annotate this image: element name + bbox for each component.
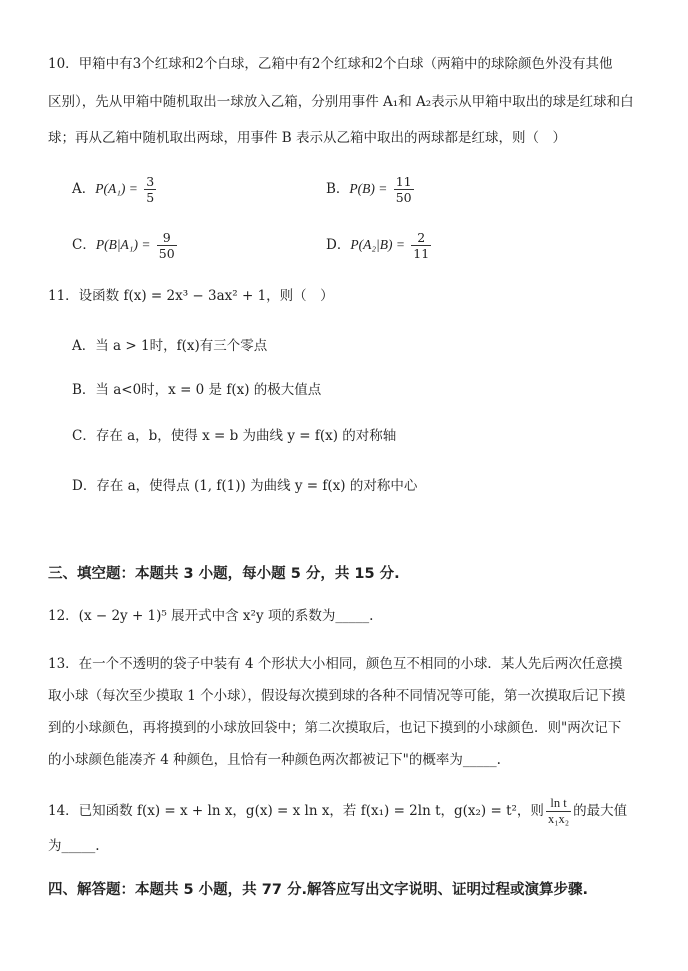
section-4-heading: 四、解答题：本题共 5 小题，共 77 分.解答应写出文字说明、证明过程或演算步骤. <box>48 882 588 898</box>
q10-option-c-fraction: $\frac{9}{50}$ <box>158 230 175 261</box>
q14-line-1: 14．已知函数 f(x) = x + ln x，g(x) = x ln x，若 f(x₁) = 2ln t，g(x₂) = t²，则 $\frac{\text{ln t}}{\text{x₁x₂}}$ 的最大值 <box>48 796 628 826</box>
q12-text: 12．(x − 2y + 1)⁵ 展开式中含 x²y 项的系数为_____. <box>48 608 374 624</box>
q10-option-b-fraction: $\frac{11}{50}$ <box>395 174 412 205</box>
q10-option-a: A．P(A₁) = $\frac{3}{5}$ <box>72 174 155 205</box>
q10-line-3: 球；再从乙箱中随机取出两球，用事件 B 表示从乙箱中取出的两球都是红球，则（ ） <box>48 130 567 146</box>
q10-option-b: B．P(B) = $\frac{11}{50}$ <box>326 174 412 205</box>
q10-option-a-fraction: $\frac{3}{5}$ <box>146 174 155 205</box>
q11-option-c: C．存在 a，b，使得 x = b 为曲线 y = f(x) 的对称轴 <box>72 428 397 444</box>
q14-fraction: $\frac{\text{ln t}}{\text{x₁x₂}}$ <box>547 796 570 826</box>
q13-line-2: 取小球（每次至少摸取 1 个小球），假设每次摸到球的各种不同情况等可能，第一次摸取后记下摸 <box>48 688 626 704</box>
q11-option-d: D．存在 a，使得点 (1, f(1)) 为曲线 y = f(x) 的对称中心 <box>72 478 418 494</box>
q10-option-c: C．P(B|A₁) = $\frac{9}{50}$ <box>72 230 175 261</box>
q13-line-4: 的小球颜色能凑齐 4 种颜色，且恰有一种颜色两次都被记下"的概率为_____. <box>48 752 501 768</box>
q10-option-d-fraction: $\frac{2}{11}$ <box>413 230 430 261</box>
q10-option-d: D．P(A₂|B) = $\frac{2}{11}$ <box>326 230 430 261</box>
q14-line-2: 为_____. <box>48 838 100 854</box>
q10-line-1: 10．甲箱中有3个红球和2个白球，乙箱中有2个红球和2个白球（两箱中的球除颜色外没有其他 <box>48 56 613 72</box>
q11-stem: 11．设函数 f(x) = 2x³ − 3ax² + 1，则（ ） <box>48 288 334 304</box>
q13-line-1: 13．在一个不透明的袋子中装有 4 个形状大小相同，颜色互不相同的小球．某人先后两次任意摸 <box>48 656 623 672</box>
q11-option-a: A．当 a > 1时，f(x)有三个零点 <box>72 338 268 354</box>
q11-option-b: B．当 a<0时，x = 0 是 f(x) 的极大值点 <box>72 382 322 398</box>
section-3-heading: 三、填空题：本题共 3 小题，每小题 5 分，共 15 分. <box>48 566 400 582</box>
q13-line-3: 到的小球颜色，再将摸到的小球放回袋中；第二次摸取后，也记下摸到的小球颜色．则"两次记下 <box>48 720 622 736</box>
q10-line-2: 区别），先从甲箱中随机取出一球放入乙箱，分别用事件 A₁和 A₂表示从甲箱中取出的球是红球和白 <box>48 94 634 110</box>
